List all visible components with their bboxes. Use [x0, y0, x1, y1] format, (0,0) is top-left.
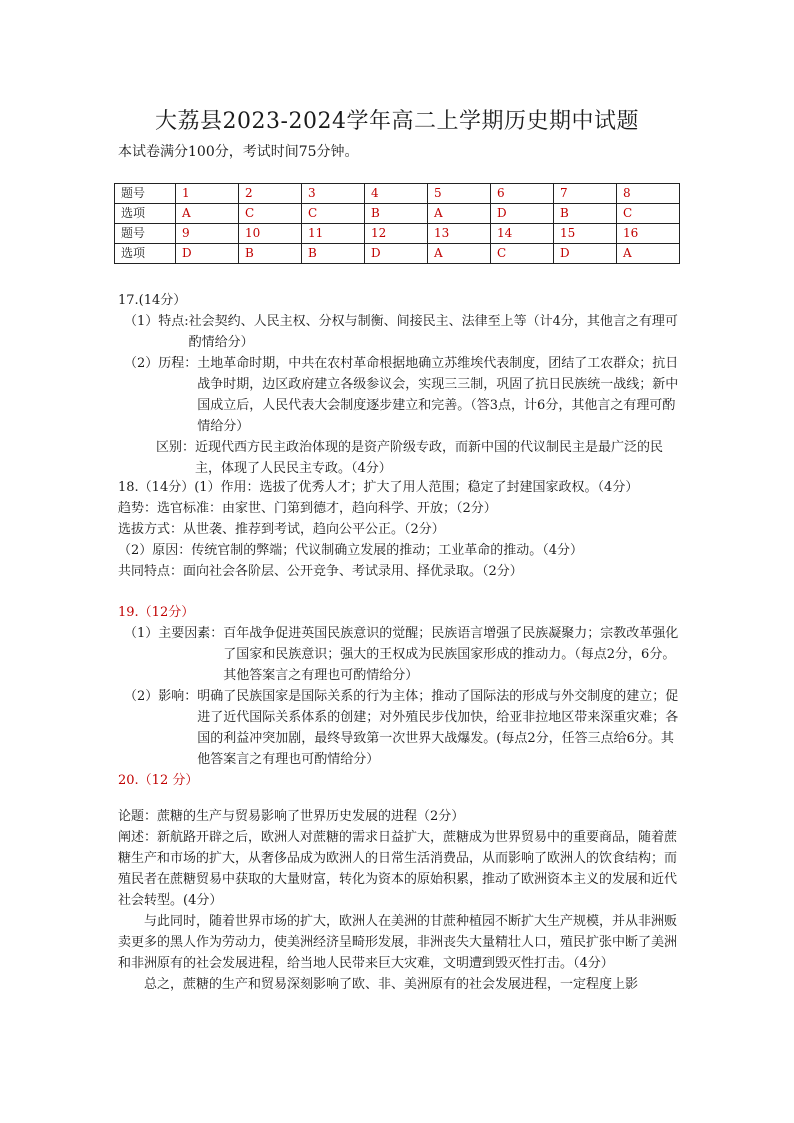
part-text: 百年战争促进英国民族意识的觉醒；民族语言增强了民族凝聚力；宗教改革强化了国家和民族意识；强大的王权成为民族国家形成的推动力。（每点2分，6分。其他答案言之有理也可酌情给分）: [223, 626, 679, 683]
row-label: 选项: [115, 244, 176, 264]
question-number: 5: [428, 184, 491, 204]
question-number: 16: [617, 224, 680, 244]
answer-option: A: [176, 204, 239, 224]
part-label: （1）特点:: [124, 314, 189, 329]
answer-option: B: [239, 244, 302, 264]
question-number: 11: [302, 224, 365, 244]
question-number: 4: [365, 184, 428, 204]
table-row: [115, 224, 680, 244]
answer-option: D: [365, 244, 428, 264]
part-label: （2）影响：: [124, 689, 198, 704]
answer-option: B: [554, 204, 617, 224]
essay-paragraph: 阐述：新航路开辟之后，欧洲人对蔗糖的需求日益扩大，蔗糖成为世界贸易中的重要商品，随着蔗糖生产和市场的扩大，从奢侈品成为欧洲人的日常生活消费品，从而影响了欧洲人的饮食结构；而殖民者在蔗糖贸易中获取的大量财富，转化为资本的原始积累，推动了欧洲资本主义的发展和近代社会转型。(4分）: [118, 830, 678, 908]
part-label: （2）历程：: [124, 356, 198, 371]
part-text: 近现代西方民主政治体现的是资产阶级专政，而新中国的代议制民主是最广泛的民主，体现了人民民主专政。（4分）: [195, 440, 664, 476]
answer-line: 趋势：选官标准：由家世、门第到德才，趋向科学、开放；（2分）: [118, 501, 497, 516]
question-number: 15: [554, 224, 617, 244]
question-number: 1: [176, 184, 239, 204]
answer-part: [118, 623, 683, 686]
question-number: 13: [428, 224, 491, 244]
answer-option: C: [491, 244, 554, 264]
answer-part: [118, 686, 683, 770]
answer-option: B: [365, 204, 428, 224]
answer-option: D: [554, 244, 617, 264]
part-text: 明确了民族国家是国际关系的行为主体；推动了国际法的形成与外交制度的建立；促进了近代国际关系体系的创建；对外殖民步伐加快，给亚非拉地区带来深重灾难；各国的利益冲突加剧，最终导致第一次世界大战爆发。(每点2分，任答三点给6分。其他答案言之有理也可酌情给分）: [197, 689, 679, 767]
question-number: 6: [491, 184, 554, 204]
row-label: 题号: [115, 184, 176, 204]
question-number: 2: [239, 184, 302, 204]
question-number: 12: [365, 224, 428, 244]
answer-option: C: [302, 204, 365, 224]
question-number: 14: [491, 224, 554, 244]
question-heading: 20.（12 分）: [118, 773, 199, 788]
answer-line: 共同特点：面向社会各阶层、公开竞争、考试录用、择优录取。（2分）: [118, 564, 523, 579]
row-label: 题号: [115, 224, 176, 244]
question-20: [118, 806, 683, 995]
answer-option: A: [428, 204, 491, 224]
question-heading: 19.（12分）: [118, 605, 195, 620]
answer-option: D: [491, 204, 554, 224]
question-number: 10: [239, 224, 302, 244]
table-row: [115, 244, 680, 264]
question-number: 8: [617, 184, 680, 204]
question-heading: 17.(14分）: [118, 293, 187, 308]
essay-paragraph: 总之，蔗糖的生产和贸易深刻影响了欧、非、美洲原有的社会发展进程，一定程度上影: [144, 977, 639, 992]
answer-part: [118, 311, 683, 353]
exam-info: 本试卷满分100分，考试时间75分钟。: [118, 144, 359, 160]
part-label: （1）主要因素：: [124, 626, 224, 641]
answer-option: A: [428, 244, 491, 264]
answer-line: 18.（14分）(1）作用：选拔了优秀人才；扩大了用人范围；稳定了封建国家政权。（4分）: [118, 480, 639, 495]
question-17: [118, 290, 683, 479]
answer-line: （2）原因：传统官制的弊端；代议制确立发展的推动；工业革命的推动。（4分）: [118, 543, 584, 558]
question-18: [118, 477, 683, 582]
part-text: 社会契约、人民主权、分权与制衡、间接民主、法律至上等（计4分，其他言之有理可酌情给分）: [188, 314, 678, 350]
answer-part: [118, 353, 683, 437]
question-19: [118, 602, 683, 791]
table-row: [115, 184, 680, 204]
answer-option: A: [617, 244, 680, 264]
row-label: 选项: [115, 204, 176, 224]
answer-option: D: [176, 244, 239, 264]
question-number: 3: [302, 184, 365, 204]
answer-option: B: [302, 244, 365, 264]
answer-part: [118, 437, 683, 479]
answer-table: [114, 183, 680, 264]
answer-option: C: [617, 204, 680, 224]
thesis-line: 论题：蔗糖的生产与贸易影响了世界历史发展的进程（2分）: [118, 809, 465, 824]
question-number: 9: [176, 224, 239, 244]
part-label: 区别：: [156, 440, 196, 455]
part-text: 土地革命时期，中共在农村革命根据地确立苏维埃代表制度，团结了工农群众；抗日战争时期，边区政府建立各级参议会，实现三三制，巩固了抗日民族统一战线；新中国成立后，人民代表大会制度逐步建立和完善。（答3点，计6分，其他言之有理可酌情给分）: [197, 356, 679, 434]
table-row: [115, 204, 680, 224]
page-title: 大荔县2023-2024学年高二上学期历史期中试题: [155, 109, 639, 134]
answer-option: C: [239, 204, 302, 224]
answer-line: 选拔方式：从世袭、推荐到考试，趋向公平公正。（2分）: [118, 522, 445, 537]
essay-paragraph: 与此同时，随着世界市场的扩大，欧洲人在美洲的甘蔗种植园不断扩大生产规模，并从非洲贩卖更多的黑人作为劳动力，使美洲经济呈畸形发展，非洲丧失大量精壮人口，殖民扩张中断了美洲和非洲原有的社会发展进程，给当地人民带来巨大灾难，文明遭到毁灭性打击。（4分）: [118, 914, 678, 971]
question-number: 7: [554, 184, 617, 204]
